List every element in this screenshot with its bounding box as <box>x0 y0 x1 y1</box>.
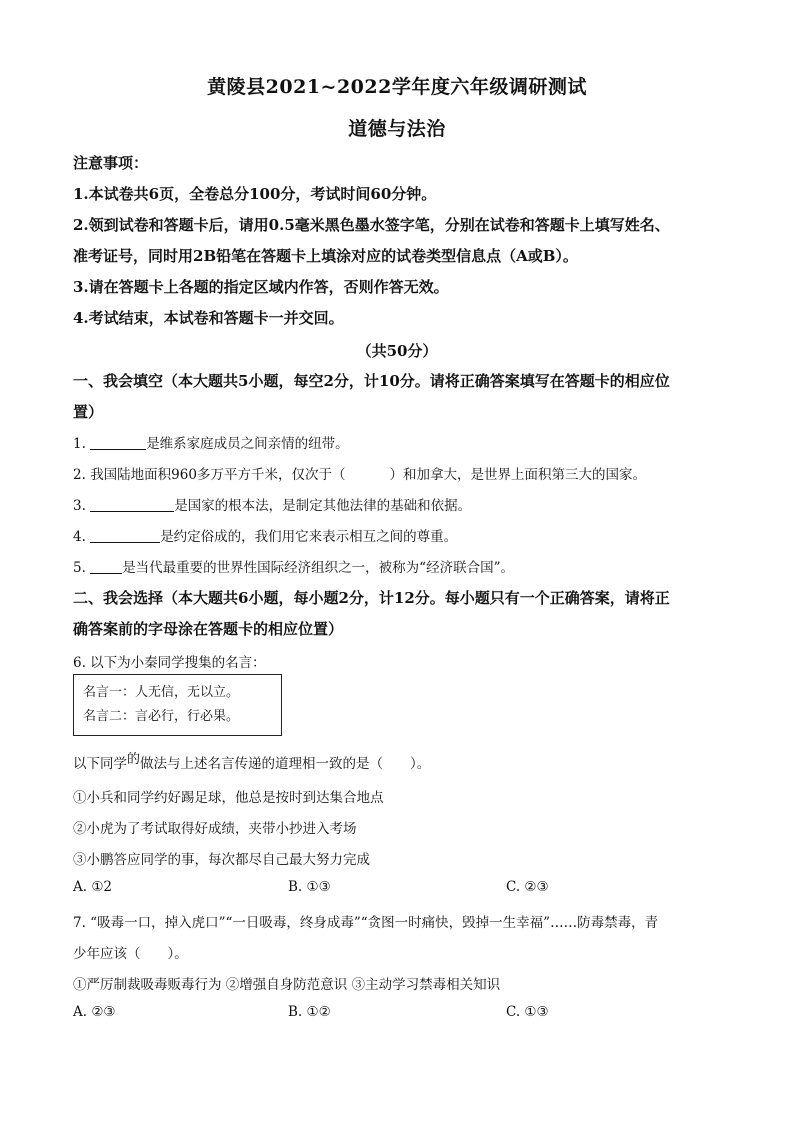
question-text: 是约定俗成的，我们用它来表示相互之间的尊重。 <box>160 529 458 545</box>
question-7-option-a: A. ②③ <box>73 1004 116 1020</box>
question-6-stem: 6. 以下为小秦同学搜集的名言： <box>73 655 266 671</box>
question-6-option-a: A. ①2 <box>73 879 113 895</box>
exam-title: 黄陵县2021~2022学年度六年级调研测试 <box>207 76 587 98</box>
notice-item-2-cont: 准考证号，同时用2B铅笔在答题卡上填涂对应的试卷类型信息点（A或B）。 <box>73 247 578 265</box>
question-7-option-b: B. ①② <box>288 1004 331 1020</box>
question-number: 2. <box>73 467 86 483</box>
question-5 <box>73 556 514 576</box>
question-7-stem: 7. “吸毒一口，掉入虎口”“一日吸毒，终身成毒”“贪图一时痛快，毁掉一生幸福”……防毒禁毒，青 <box>73 915 659 931</box>
question-6-option-c: C. ②③ <box>506 879 549 895</box>
quote-2: 名言二：言必行，行必果。 <box>83 709 240 724</box>
section1-heading: 一、我会填空（本大题共5小题，每空2分，计10分。请将正确答案填写在答题卡的相应位 <box>73 372 670 390</box>
section2-heading-cont: 确答案前的字母涂在答题卡的相应位置） <box>73 620 344 638</box>
question-number: 3. <box>73 498 86 514</box>
question-number: 5. <box>73 560 86 576</box>
question-text: 是国家的根本法，是制定其他法律的基础和依据。 <box>174 498 472 514</box>
quote-1: 名言一：人无信，无以立。 <box>83 685 240 700</box>
question-6-item-2: ②小虎为了考试取得好成绩，夹带小抄进入考场 <box>73 821 357 837</box>
part-score: （共50分） <box>356 342 438 360</box>
question-text-pre: 我国陆地面积960多万平方千米，仅次于（ <box>90 467 346 483</box>
question-4 <box>73 525 457 545</box>
ask-text-de: 的 <box>127 752 141 767</box>
question-7-items: ①严厉制裁吸毒贩毒行为 ②增强自身防范意识 ③主动学习禁毒相关知识 <box>73 977 501 993</box>
question-text: 是维系家庭成员之间亲情的纽带。 <box>146 436 349 452</box>
question-number: 4. <box>73 529 86 545</box>
question-6-option-b: B. ①③ <box>288 879 331 895</box>
question-7-stem-cont: 少年应该（ ）。 <box>73 946 188 962</box>
section2-heading: 二、我会选择（本大题共6小题，每小题2分，计12分。每小题只有一个正确答案，请将正 <box>73 589 670 607</box>
notice-item-4: 4.考试结束，本试卷和答题卡一并交回。 <box>73 309 344 327</box>
question-3 <box>73 494 471 514</box>
question-6-ask <box>73 752 430 772</box>
question-7-option-c: C. ①③ <box>506 1004 549 1020</box>
question-1 <box>73 432 349 452</box>
notice-item-2: 2.领到试卷和答题卡后，请用0.5毫米黑色墨水签字笔，分别在试卷和答题卡上填写姓名、 <box>73 216 670 234</box>
notice-item-3: 3.请在答题卡上各题的指定区域内作答，否则作答无效。 <box>73 278 449 296</box>
blank <box>90 435 146 450</box>
quote-box <box>73 674 282 736</box>
question-6-item-3: ③小鹏答应同学的事，每次都尽自己最大努力完成 <box>73 852 370 868</box>
blank <box>90 559 122 574</box>
blank <box>90 528 160 543</box>
notice-item-1: 1.本试卷共6页，全卷总分100分，考试时间60分钟。 <box>73 185 437 203</box>
notice-heading: 注意事项： <box>73 154 149 172</box>
question-text-post: ）和加拿大，是世界上面积第三大的国家。 <box>389 467 646 483</box>
ask-text-pre: 以下同学 <box>73 756 127 772</box>
section1-heading-cont: 置） <box>73 403 104 421</box>
blank <box>90 497 174 512</box>
question-6-item-1: ①小兵和同学约好踢足球，他总是按时到达集合地点 <box>73 790 384 806</box>
ask-text-post: 做法与上述名言传递的道理相一致的是（ ）。 <box>140 756 431 772</box>
question-number: 1. <box>73 436 86 452</box>
exam-subject: 道德与法治 <box>348 118 446 140</box>
question-2 <box>73 463 646 483</box>
question-text: 是当代最重要的世界性国际经济组织之一，被称为“经济联合国”。 <box>122 560 514 576</box>
